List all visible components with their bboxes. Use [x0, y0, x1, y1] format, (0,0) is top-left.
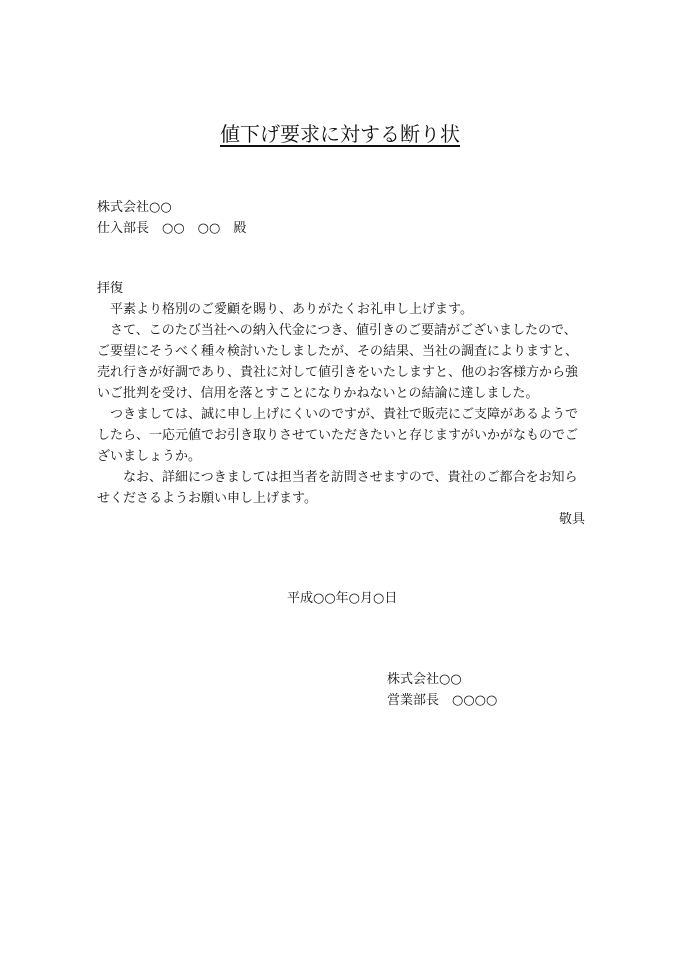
body-paragraph: さて、このたび当社への納入代金につき、値引きのご要請がございましたので、ご要望にそうべく種々検討いたしましたが、その結果、当社の調査によりますと、売れ行きが好調であり、貴社に対して値引きをいたしますと、他のお客様方から強いご批判を受け、信用を落とすことになりかねないとの結論に達しました。 — [97, 323, 579, 401]
letter-title-text: 値下げ要求に対する断り状 — [220, 122, 460, 146]
body-paragraph: 平素より格別のご愛顧を賜り、ありがたくお礼申し上げます。 — [110, 302, 473, 317]
addressee-person: 仕入部長 ○○ ○○ 殿 — [97, 221, 247, 236]
body-paragraph: つきましては、誠に申し上げにくいのですが、貴社で販売にご支障があるようでしたら、一応元値でお引き取りさせていただきたいと存じますがいかがなものでございましょうか。 — [97, 407, 579, 464]
letter-title — [0, 120, 680, 148]
letter-body — [97, 278, 585, 530]
opening-salutation: 拝復 — [97, 281, 124, 296]
closing-salutation: 敬具 — [558, 512, 585, 527]
addressee-company: 株式会社○○ — [97, 200, 172, 215]
sender-person: 営業部長 ○○○○ — [387, 693, 498, 708]
sender-company: 株式会社○○ — [387, 672, 462, 687]
addressee-block — [97, 197, 246, 239]
body-paragraph: なお、詳細につきましては担当者を訪問させますので、貴社のご都合をお知らせくださるようお願い申し上げます。 — [97, 470, 578, 506]
letter-date: 平成○○年○月○日 — [287, 591, 398, 606]
sender-block — [387, 669, 497, 711]
